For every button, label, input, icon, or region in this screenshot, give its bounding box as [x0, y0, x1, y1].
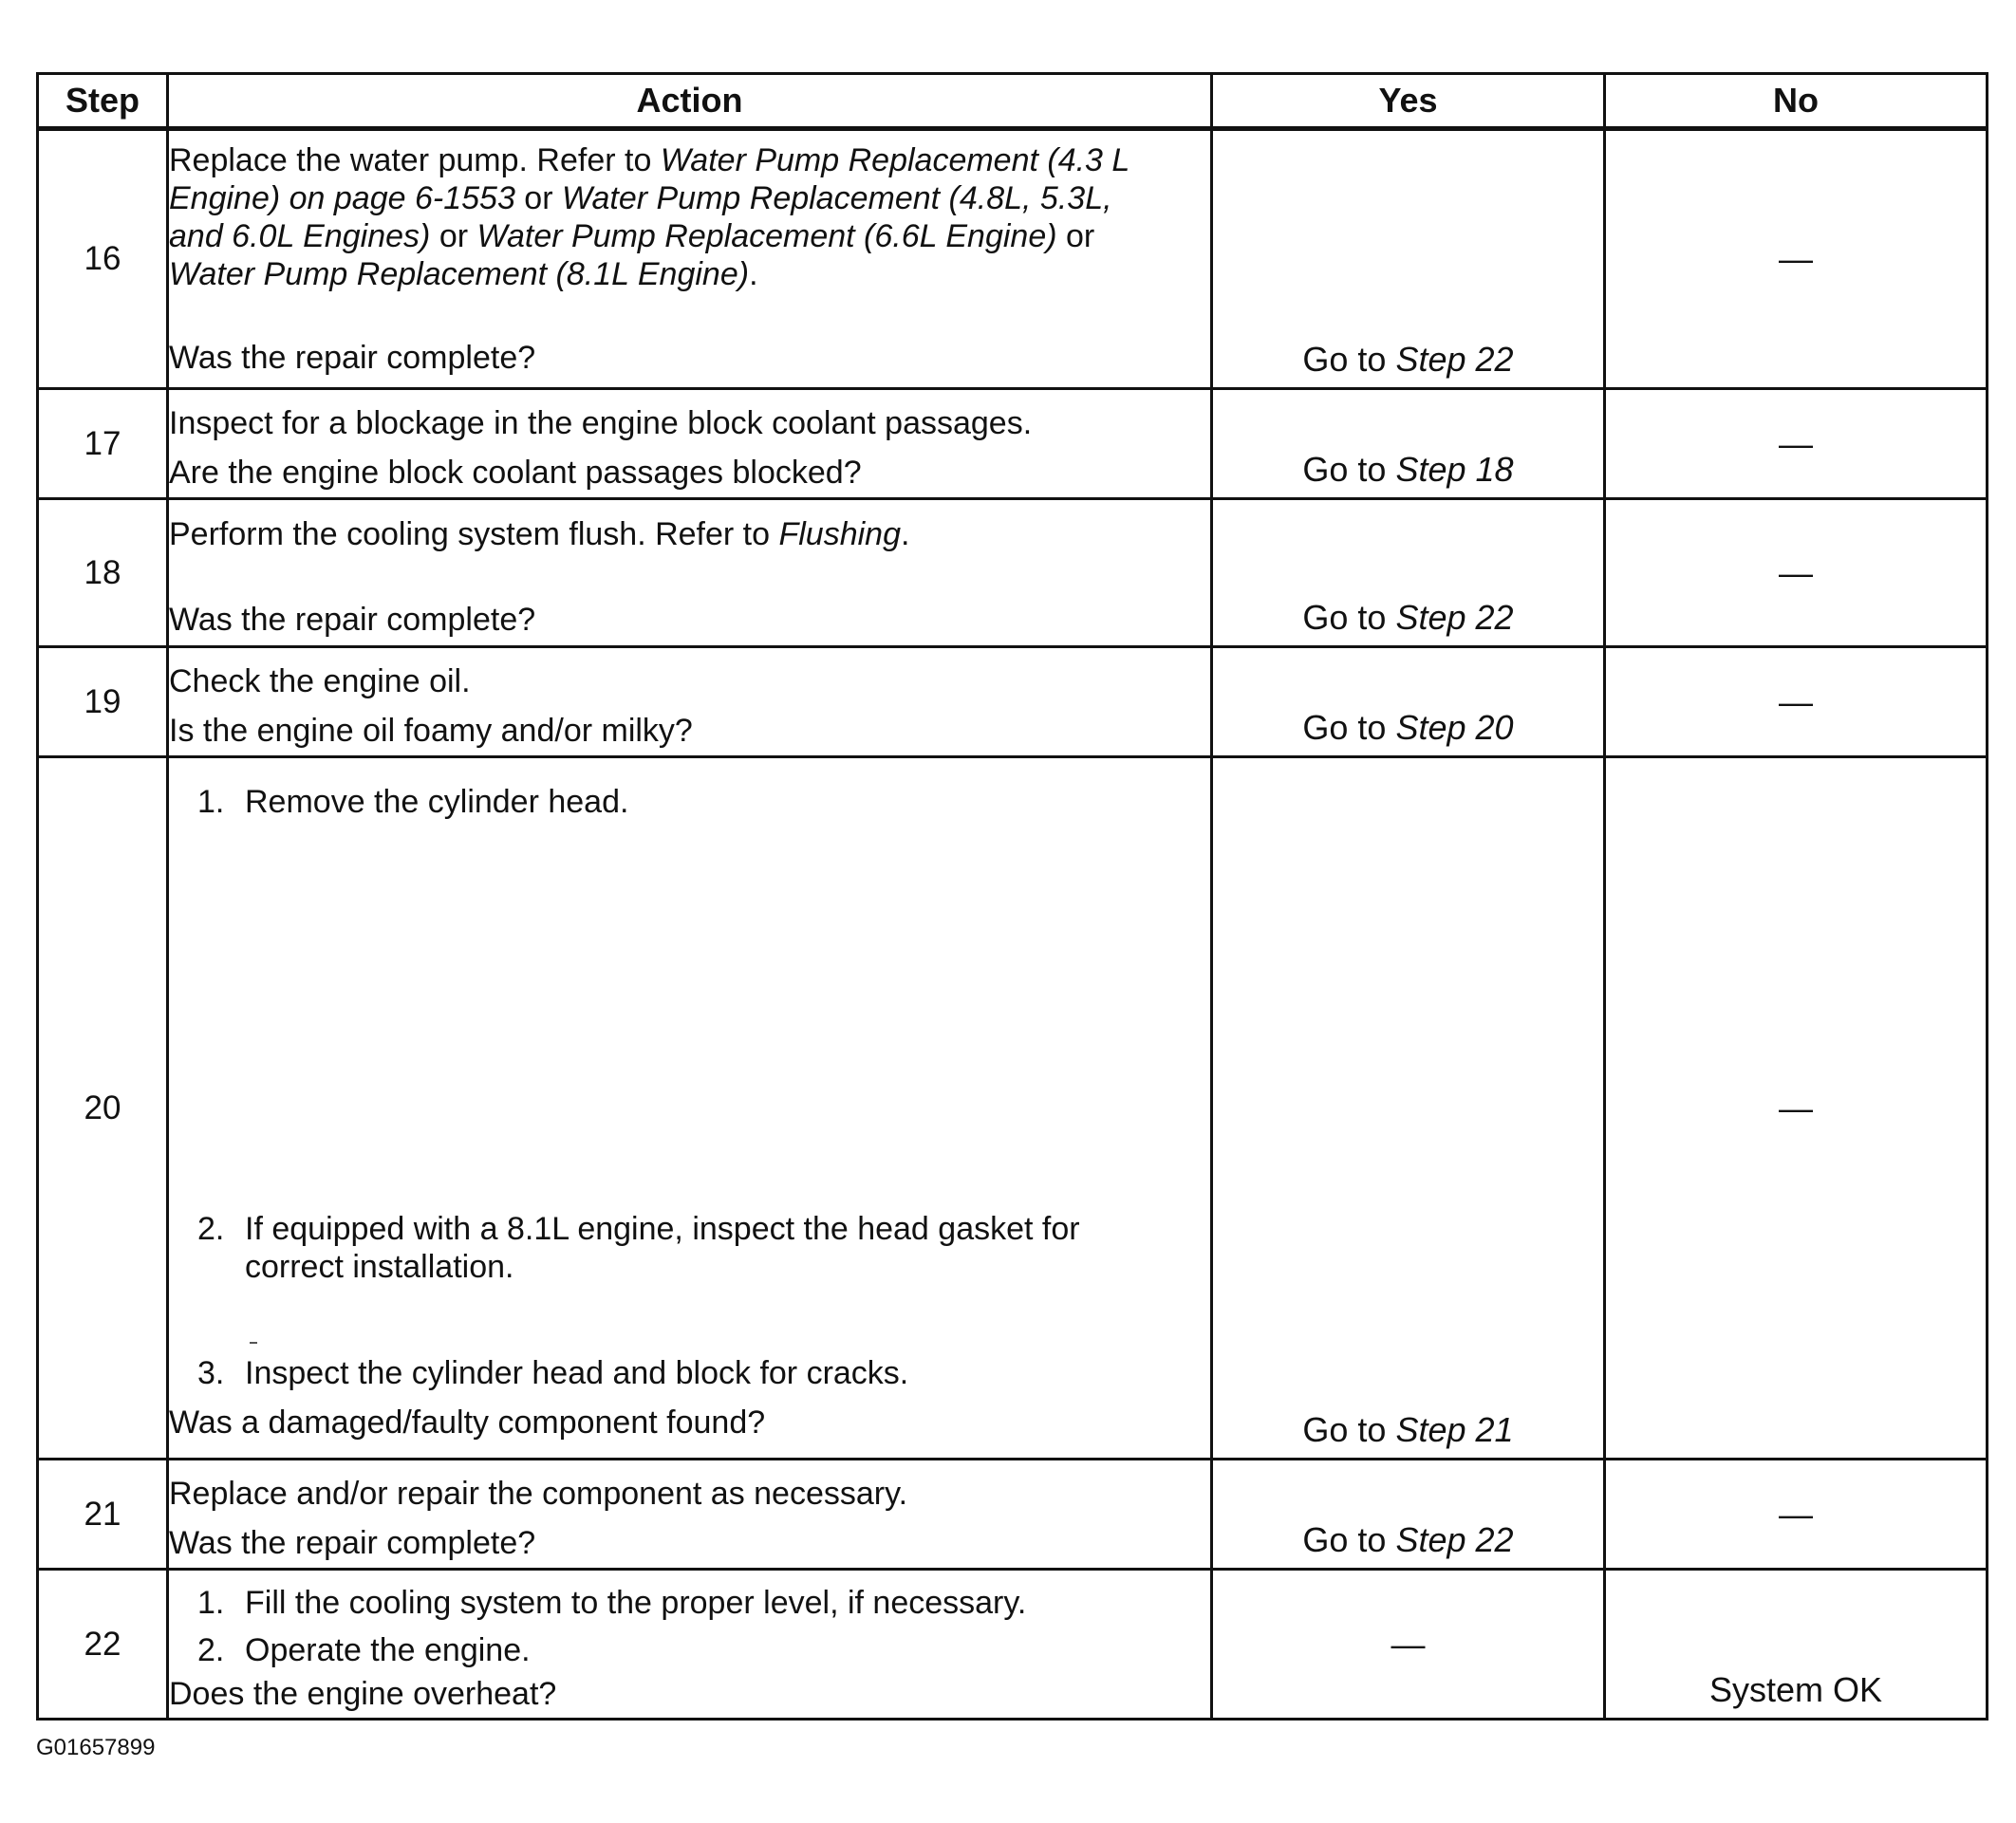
yes-prefix: Go to — [1302, 450, 1396, 489]
yes-cell — [1212, 1460, 1605, 1570]
action-text-part: or — [430, 218, 477, 254]
yes-cell — [1212, 129, 1605, 389]
reference-link[interactable]: Water Pump Replacement (4.3 L Engine) on page 6-1553 — [169, 142, 1129, 216]
header-step: Step — [38, 74, 168, 129]
no-cell: — — [1605, 757, 1988, 1460]
step-number: 21 — [38, 1460, 168, 1570]
step-number: 18 — [38, 499, 168, 647]
yes-step-link[interactable]: Step 22 — [1395, 1520, 1514, 1559]
table-row — [38, 499, 1988, 647]
step-number: 17 — [38, 389, 168, 499]
no-cell: — — [1605, 647, 1988, 757]
step-number: 20 — [38, 757, 168, 1460]
action-text: Replace and/or repair the component as necessary. — [169, 1475, 908, 1512]
list-item — [197, 1354, 1210, 1392]
yes-cell — [1212, 757, 1605, 1460]
reference-link[interactable]: Flushing — [778, 515, 901, 552]
yes-cell: — — [1212, 1570, 1605, 1720]
step-number: 22 — [38, 1570, 168, 1720]
action-cell — [168, 757, 1212, 1460]
yes-cell — [1212, 647, 1605, 757]
action-text-part: . — [901, 515, 910, 552]
table-row — [38, 129, 1988, 389]
table-row — [38, 1460, 1988, 1570]
list-item-number: 2. — [197, 1631, 225, 1668]
list-item-number: 1. — [197, 783, 225, 820]
action-cell — [168, 1570, 1212, 1720]
action-cell — [168, 129, 1212, 389]
figure-id: G01657899 — [36, 1735, 156, 1760]
no-cell: — — [1605, 389, 1988, 499]
list-item — [197, 1584, 1210, 1622]
list-item-text: Fill the cooling system to the proper level, if necessary. — [245, 1584, 1027, 1621]
table-row — [38, 1570, 1988, 1720]
question-text: Was the repair complete? — [169, 1524, 536, 1561]
action-text-part: . — [749, 256, 758, 292]
spacer — [197, 1286, 1210, 1354]
question-text: Was the repair complete? — [169, 340, 536, 376]
list-item-number: 3. — [197, 1354, 225, 1391]
header-row — [38, 74, 1988, 129]
yes-step-link[interactable]: Step 18 — [1395, 450, 1514, 489]
table-row — [38, 757, 1988, 1460]
no-cell: System OK — [1605, 1570, 1988, 1720]
stray-mark — [250, 1342, 257, 1344]
no-cell: — — [1605, 1460, 1988, 1570]
header-yes: Yes — [1212, 74, 1605, 129]
header-no: No — [1605, 74, 1988, 129]
action-cell — [168, 1460, 1212, 1570]
action-text: Inspect for a blockage in the engine block coolant passages. — [169, 404, 1033, 441]
action-text-part: or — [1056, 218, 1095, 254]
action-text — [169, 515, 1210, 553]
reference-link[interactable]: Water Pump Replacement (4.8L, 5.3L, and 6.0L Engines) — [169, 180, 1112, 254]
action-cell — [168, 499, 1212, 647]
yes-step-link[interactable]: Step 20 — [1395, 708, 1514, 747]
action-text-part: Replace the water pump. Refer to — [169, 142, 661, 178]
numbered-list — [169, 783, 1210, 1392]
list-item-number: 2. — [197, 1210, 225, 1247]
yes-cell — [1212, 499, 1605, 647]
step-number: 19 — [38, 647, 168, 757]
yes-prefix: Go to — [1302, 598, 1396, 637]
yes-cell — [1212, 389, 1605, 499]
action-text-part: or — [514, 180, 562, 216]
question-text: Does the engine overheat? — [169, 1675, 557, 1712]
action-cell — [168, 389, 1212, 499]
list-item — [197, 783, 1210, 821]
list-item-number: 1. — [197, 1584, 225, 1621]
list-item-text: If equipped with a 8.1L engine, inspect the head gasket for correct installation. — [245, 1210, 1080, 1285]
list-item-text: Remove the cylinder head. — [245, 783, 629, 820]
yes-step-link[interactable]: Step 21 — [1395, 1410, 1514, 1449]
list-item — [197, 1210, 1210, 1286]
yes-prefix: Go to — [1302, 708, 1396, 747]
reference-link[interactable]: Water Pump Replacement (6.6L Engine) — [476, 218, 1057, 254]
yes-step-link[interactable]: Step 22 — [1395, 340, 1514, 379]
table-row — [38, 389, 1988, 499]
action-text-part: Perform the cooling system flush. Refer to — [169, 515, 779, 552]
question-text: Was the repair complete? — [169, 601, 536, 638]
reference-link[interactable]: Water Pump Replacement (8.1L Engine) — [169, 256, 750, 292]
action-cell — [168, 647, 1212, 757]
question-text: Was a damaged/faulty component found? — [169, 1404, 766, 1441]
list-item-text: Operate the engine. — [245, 1631, 531, 1668]
question-text: Are the engine block coolant passages blocked? — [169, 454, 862, 491]
step-number: 16 — [38, 129, 168, 389]
list-item-text: Inspect the cylinder head and block for cracks. — [245, 1354, 909, 1391]
yes-prefix: Go to — [1302, 1520, 1396, 1559]
yes-step-link[interactable]: Step 22 — [1395, 598, 1514, 637]
action-text: Check the engine oil. — [169, 662, 471, 699]
action-text — [169, 141, 1210, 293]
no-cell: — — [1605, 499, 1988, 647]
question-text: Is the engine oil foamy and/or milky? — [169, 712, 693, 749]
list-item — [197, 1631, 1210, 1669]
table-row — [38, 647, 1988, 757]
yes-prefix: Go to — [1302, 340, 1396, 379]
diagnostic-table — [36, 72, 1988, 1721]
diagnostic-table-container — [36, 72, 1986, 1721]
header-action: Action — [168, 74, 1212, 129]
yes-prefix: Go to — [1302, 1410, 1396, 1449]
no-cell: — — [1605, 129, 1988, 389]
numbered-list — [169, 1584, 1210, 1669]
